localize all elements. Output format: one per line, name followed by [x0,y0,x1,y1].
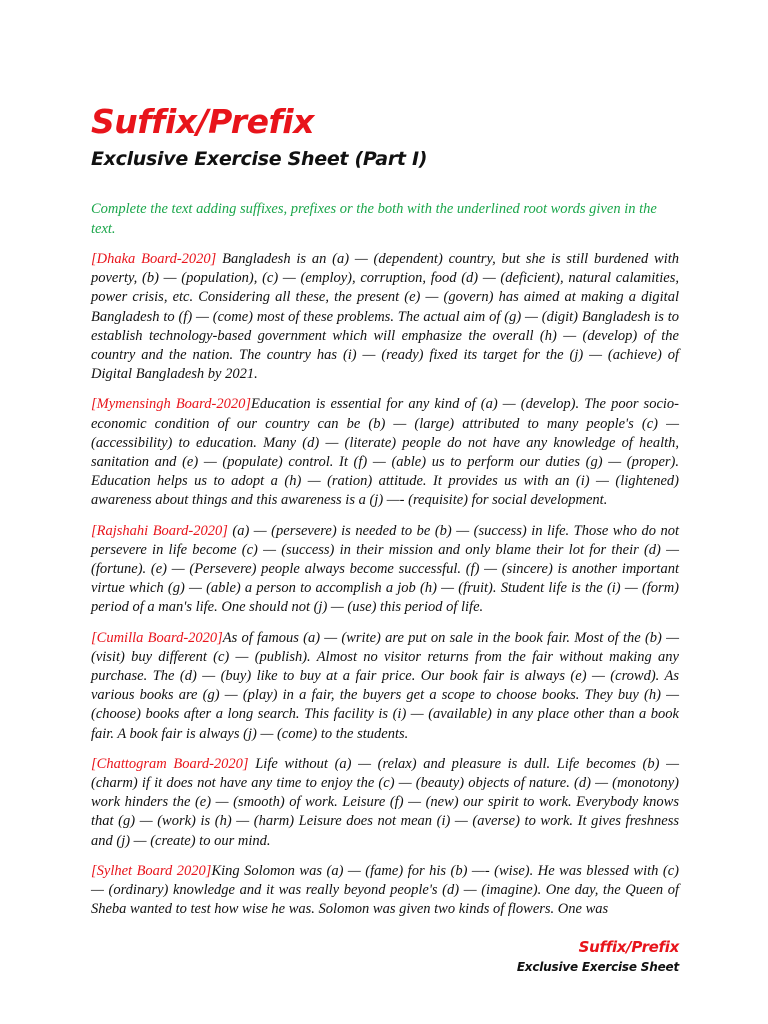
section-mymensingh [91,395,679,510]
footer-subtitle: Exclusive Exercise Sheet [516,960,679,974]
document-page [91,100,679,920]
page-title: Suffix/Prefix [91,102,314,141]
section-body: Life without (a) — (relax) and pleasure is dull. Life becomes (b) — (charm) if it does not have any time to enjoy the (c) — (beauty) objects of nature. (d) — (monotony) work hinders the (e) — (smooth) of work. Leisure (f) — (new) our spirit to work. Everybody knows that (g) — (work) is (h) — (harm) Leisure does not mean (i) — (averse) to work. It gives freshness and (j) — (create) to our mind. [91,755,680,849]
board-label: [Dhaka Board-2020] [91,251,217,267]
board-label: [Chattogram Board-2020] [91,755,249,772]
instruction-text: Complete the text adding suffixes, prefixes or the both with the underlined root words given in the text. [91,201,657,237]
section-body: Education is essential for any kind of (a) — (develop). The poor socio-economic condition of our country can be (b) — (large) attributed to many people's (c) — (accessibility) to education. Many (d) — (literate) people do not have any knowledge of health, sanitation and (e) — (populate) control. It (f) — (able) us to perform our duties (g) — (proper). Education helps us to adopt a (h) — (ration) attitude. It provides us with an (i) — (lightened) awareness about things and this awareness is a (j) —- (requisite) for social development. [91,396,679,509]
section-body: Bangladesh is an (a) — (dependent) country, but she is still burdened with poverty, (b) — (population), (c) — (employ), corruption, food (d) — (deficient), natural calamities, power crisis, etc. Considering all these, the present (e) — (govern) has aimed at making a digital Bangladesh to (f) — (come) most of these problems. The actual aim of (g) — (digit) Bangladesh is to establish technology-based government which will emphasize the overall (h) — (develop) of the country and the nation. The country has (i) — (ready) fixed its target for the (j) — (achieve) of Digital Bangladesh by 2021. [91,251,680,383]
section-body: (a) — (persevere) is needed to be (b) — (success) in life. Those who do not persevere in life become (c) — (success) in their mission and only blame their lot for their (d) — (fortune). (e) — (Persevere) people always become successful. (f) — (sincere) is another important virtue which (g) — (able) a person to accomplish a job (h) — (fruit). Student life is the (i) — (form) period of a man's life. One should not (j) — (use) this period of life. [91,522,679,616]
board-label: [Sylhet Board 2020] [91,862,212,879]
page-footer [517,937,679,976]
page-subtitle: Exclusive Exercise Sheet (Part I) [91,148,428,170]
section-body: As of famous (a) — (write) are put on sale in the book fair. Most of the (b) — (visit) buy different (c) — (publish). Almost no visitor returns from the fair without making any purchase. The (d) — (buy) like to buy at a fair price. Our book fair is always (e) — (crowd). As various books are (g) — (play) in a fair, the buyers get a scope to choose books. They buy (h) — (choose) books after a long search. This facility is (i) — (available) in any place other than a book fair. A book fair is always (j) — (come) to the students. [91,629,679,742]
footer-title: Suffix/Prefix [578,938,679,956]
board-label: [Cumilla Board-2020] [91,629,223,646]
section-sylhet [91,862,679,920]
section-cumilla [91,629,679,744]
board-label: [Rajshahi Board-2020] [91,522,228,539]
board-label: [Mymensingh Board-2020] [91,396,252,413]
section-body: King Solomon was (a) — (fame) for his (b) —- (wise). He was blessed with (c) — (ordinary) knowledge and it was really beyond people's (d) — (imagine). One day, the Queen of Sheba wanted to test how wise he was. Solomon was given two kinds of flowers. One was [91,862,679,918]
section-chattogram [91,755,679,851]
section-rajshahi [91,522,679,618]
section-dhaka [91,250,679,384]
